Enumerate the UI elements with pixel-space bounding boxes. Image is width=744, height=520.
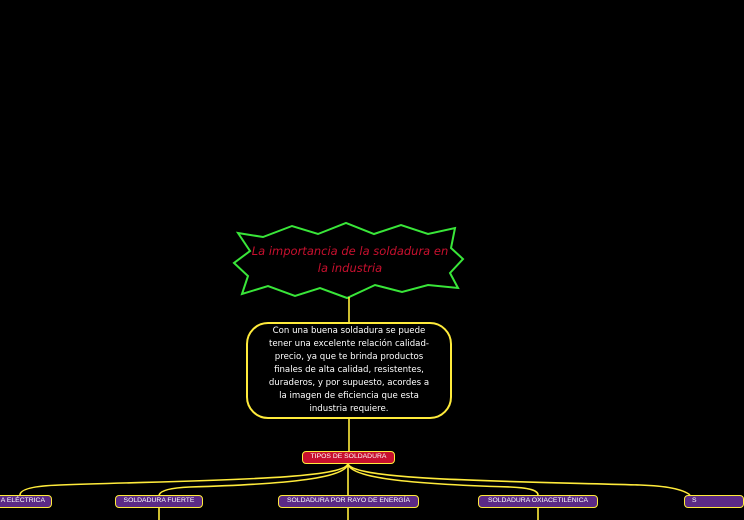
main-branch-node[interactable]: TIPOS DE SOLDADURA bbox=[302, 451, 395, 464]
sub-branch-node-electrica[interactable]: A ELÉCTRICA bbox=[0, 495, 52, 508]
sub-branch-node-rayo-energia[interactable]: SOLDADURA POR RAYO DE ENERGÍA bbox=[278, 495, 419, 508]
central-topic-title[interactable]: La importancia de la soldadura en la industria bbox=[251, 244, 449, 275]
sub-branch-node-offscreen[interactable]: S bbox=[684, 495, 744, 508]
connector-main-sub-a bbox=[20, 463, 348, 495]
connector-main-sub-e bbox=[348, 463, 690, 495]
description-node[interactable] bbox=[246, 322, 452, 419]
sub-branch-node-oxiacetilenica[interactable]: SOLDADURA OXIACETILÉNICA bbox=[478, 495, 598, 508]
description-text: Con una buena soldadura se puede tener una excelente relación calidad-precio, ya que te brinda productos finales de alta calidad, resistentes, duraderos, y por supuesto, acordes a la imagen de eficiencia que esta industria requiere. bbox=[268, 326, 430, 414]
sub-branch-node-fuerte[interactable]: SOLDADURA FUERTE bbox=[115, 495, 203, 508]
